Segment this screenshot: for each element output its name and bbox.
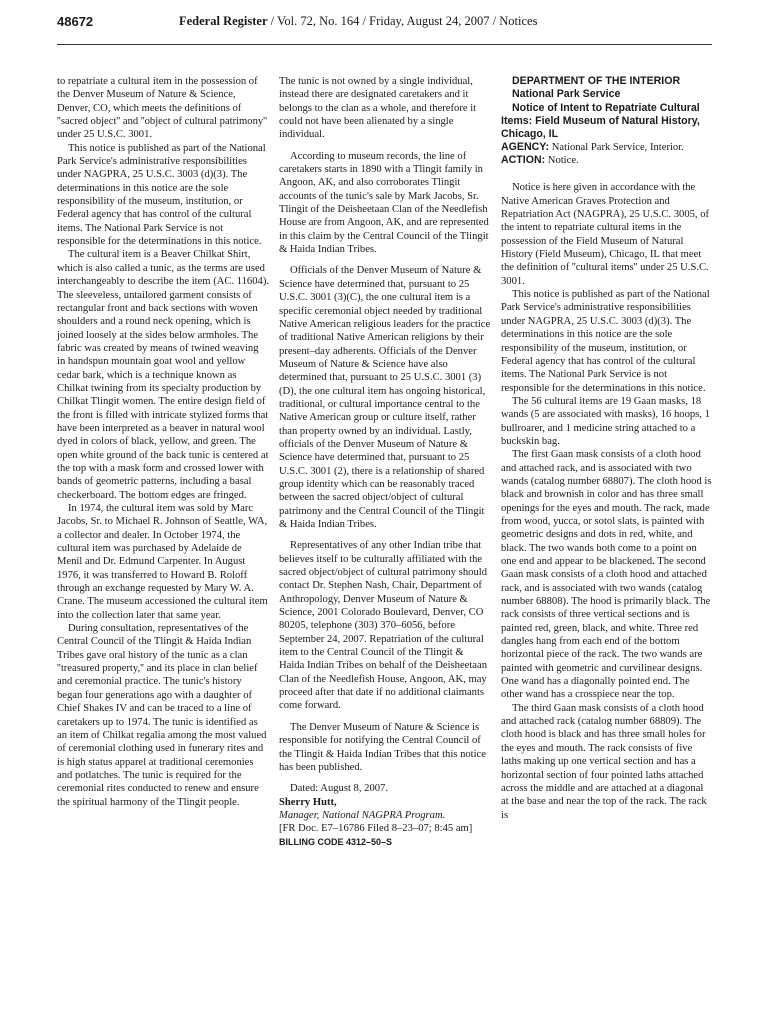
issue-info: / Vol. 72, No. 164 / Friday, August 24, 2007 / Notices (267, 14, 538, 28)
paragraph: This notice is published as part of the National Park Service's administrative responsibilities under NAGPRA, 25 U.S.C. 3003 (d)(3). The determinations in this notice are the sole responsibility of the museum, institution, or Federal agency that has control of the cultural items. The National Park Service is not responsible for the determinations in this notice. (57, 142, 266, 248)
dated-line: Dated: August 8, 2007. (290, 783, 388, 795)
service-heading: National Park Service (512, 88, 621, 101)
signer-title: Manager, National NAGPRA Program. (279, 809, 446, 821)
paragraph: The 56 cultural items are 19 Gaan masks, 18 wands (5 are associated with masks), 16 hoops, 1 bullroarer, and 1 medicine string attached to a buckskin bag. (501, 395, 710, 447)
agency-line (501, 141, 713, 154)
action-value: Notice. (545, 155, 579, 167)
paragraph: The Denver Museum of Nature & Science is responsible for notifying the Central Council of the Tlingit & Haida Indian Tribes that this notice has been published. (279, 721, 486, 773)
paragraph: The third Gaan mask consists of a cloth hood and attached rack (catalog number 68809). The cloth hood is black and has three small holes for the eyes and mouth. The rack consists of five laths making up one vertical section and has a horizontal section of four pointed laths attached across the middle and are attached at a diagonal at the base and near the top of the rack. The rack is (501, 702, 707, 821)
paragraph: This notice is published as part of the National Park Service's administrative responsibilities under NAGPRA, 25 U.S.C. 3003 (d)(3). The determinations in this notice are the sole responsibility of the museum, institution, or Federal agency that has control of the cultural items. The National Park Service is not responsible for the determinations in this notice. (501, 289, 710, 394)
column-left (57, 75, 269, 809)
header-rule (57, 44, 712, 45)
agency-value: National Park Service, Interior. (549, 141, 684, 153)
paragraph: The first Gaan mask consists of a cloth hood and attached rack, and is associated with two wands (catalog number 68807). The cloth hood is black and brownish in color and has three small openings for the eyes and mouth. The rack, made from wood, yucca, or sotol slats, is painted with geometric designs and dots in red, white, and black. The two wands both come to a point on one end and appear to be blackened. The second Gaan mask consists of a cloth hood and attached rack, and is associated with two wands (catalog number 68808). The hood is primarily black. The rack consists of three vertical sections and is painted red, green, black, and white. Three red dangles hang from each end of the bottom horizontal piece of the rack. The two wands are painted with geometric and curvilinear designs. One wand has a diagonally pointed end. The other wand has a crosspiece near the top. (501, 449, 712, 701)
paragraph: In 1974, the cultural item was sold by Marc Jacobs, Sr. to Michael R. Johnson of Seattle, WA, a collector and dealer. In October 1974, the cultural item was purchased by Adelaide de Menil and Dr. Edmund Carpenter. In August 1976, it was transferred to Howard B. Roloff through an exchange requested by Mary W. A. Crane. The museum accessioned the cultural item into the collection later that same year. (57, 503, 268, 621)
paragraph: Notice is here given in accordance with the Native American Graves Protection and Repatriation Act (NAGPRA), 25 U.S.C. 3005, of the intent to repatriate cultural items in the possession of the Field Museum of Natural History (Field Museum), Chicago, IL that meet the definition of ''cultural items'' under 25 U.S.C. 3001. (501, 182, 710, 287)
billing-code: BILLING CODE 4312–50–S (279, 836, 393, 847)
paragraph: Representatives of any other Indian tribe that believes itself to be culturally affiliated with the sacred object/object of cultural patrimony should contact Dr. Stephen Nash, Chair, Department of Anthropology, Denver Museum of Nature & Science, 2001 Colorado Boulevard, Denver, CO 80205, telephone (303) 370–6056, before September 24, 2007. Repatriation of the cultural item to the Central Council of the Tlingit & Haida Indian Tribes on behalf of the Deisheetaan Clan of the Needlefish House, Angoon, AK, may proceed after that date if no additional claimants come forward. (279, 540, 487, 712)
notice-title: Notice of Intent to Repatriate Cultural Items: Field Museum of Natural History, Chicago, IL (501, 101, 700, 140)
agency-label: AGENCY: (501, 140, 550, 153)
action-label: ACTION: (501, 154, 546, 167)
paragraph: Officials of the Denver Museum of Nature & Science have determined that, pursuant to 25 U.S.C. 3001 (3)(C), the one cultural item is a specific ceremonial object needed by traditional Native American religious leaders for the practice of traditional Native American religions by their present–day adherents. Officials of the Denver Museum of Nature & Science have also determined that, pursuant to 25 U.S.C. 3001 (3)(D), the one cultural item has ongoing historical, traditional, or cultural importance central to the Native American group or culture itself, rather than property owned by an individual. Lastly, officials of the Denver Museum of Nature & Science have determined that, pursuant to 25 U.S.C. 3001 (2), there is a relationship of shared group identity which can be reasonably traced between the sacred object/object of cultural patrimony and the Central Council of the Tlingit & Haida Indian Tribes. (279, 265, 491, 530)
paragraph: According to museum records, the line of caretakers starts in 1890 with a Tlingit family in Angoon, AK, and also corroborates Tlingit accounts of the tunic's sale by Mark Jacobs, Sr. Tlingit of the Deisheetaan Clan of the Needlefish House are from Angoon, AK, and are represented in this claim by the Central Council of the Tlingit & Haida Indian Tribes. (279, 150, 489, 256)
fr-doc-line: [FR Doc. E7–16786 Filed 8–23–07; 8:45 am] (279, 823, 473, 835)
action-line (501, 154, 713, 167)
column-right (501, 75, 713, 822)
page-header (57, 10, 712, 34)
paragraph: to repatriate a cultural item in the possession of the Denver Museum of Nature & Science, Denver, CO, which meets the definitions of ''sacred object'' and ''object of cultural patrimony'' under 25 U.S.C. 3001. (57, 76, 268, 141)
page-number: 48672 (57, 14, 94, 29)
column-middle (279, 75, 491, 849)
journal-name: Federal Register (179, 14, 268, 28)
department-heading: DEPARTMENT OF THE INTERIOR (512, 75, 681, 87)
signer-name: Sherry Hutt, (279, 796, 337, 808)
paragraph: During consultation, representatives of the Central Council of the Tlingit & Haida Indian Tribes gave oral history of the tunic as a clan ''treasured property,'' and its place in clan belief and ceremonial practice. The tunic's history began four generations ago with a daughter of Chief Shakes IV and can be traced to a line of caretakers up to 1974. The tunic is identified as an item of Chilkat regalia among the most valued of ceremonial clothing used in funerary rites and is high status apparel at traditional ceremonies and potlatches. The tunic is required for the ceremonial rites conducted to renew and ensure the spiritual harmony of the Tlingit people. (57, 623, 267, 808)
paragraph: The tunic is not owned by a single individual, instead there are designated caretakers and it belongs to the clan as a whole, and therefore it could not have been alienated by a single individual. (279, 76, 477, 141)
running-head (179, 14, 537, 29)
paragraph: The cultural item is a Beaver Chilkat Shirt, which is also called a tunic, as the terms are used interchangeably to describe the item (AC. 11604). The sleeveless, untailored garment consists of rectangular front and back sections with woven shoulders and a round neck opening, which is joined loosely at the sides below armholes. The fabric was created by means of twined weaving in handspun mountain goat wool and yellow cedar bark, which is a technique known as Chilkat twining from its specialty production by Chilkat Tlingit women. The entire design field of the front is filled with intricate stylized forms that have been interpreted as a beaver in natural wool dyed in colors of black, yellow, and green. The open white ground of the back tunic is centered at the top with a mask form and crossed lower with bands of geometric patterns, including a basal checkerboard. The bottom edges are fringed. (57, 249, 270, 501)
